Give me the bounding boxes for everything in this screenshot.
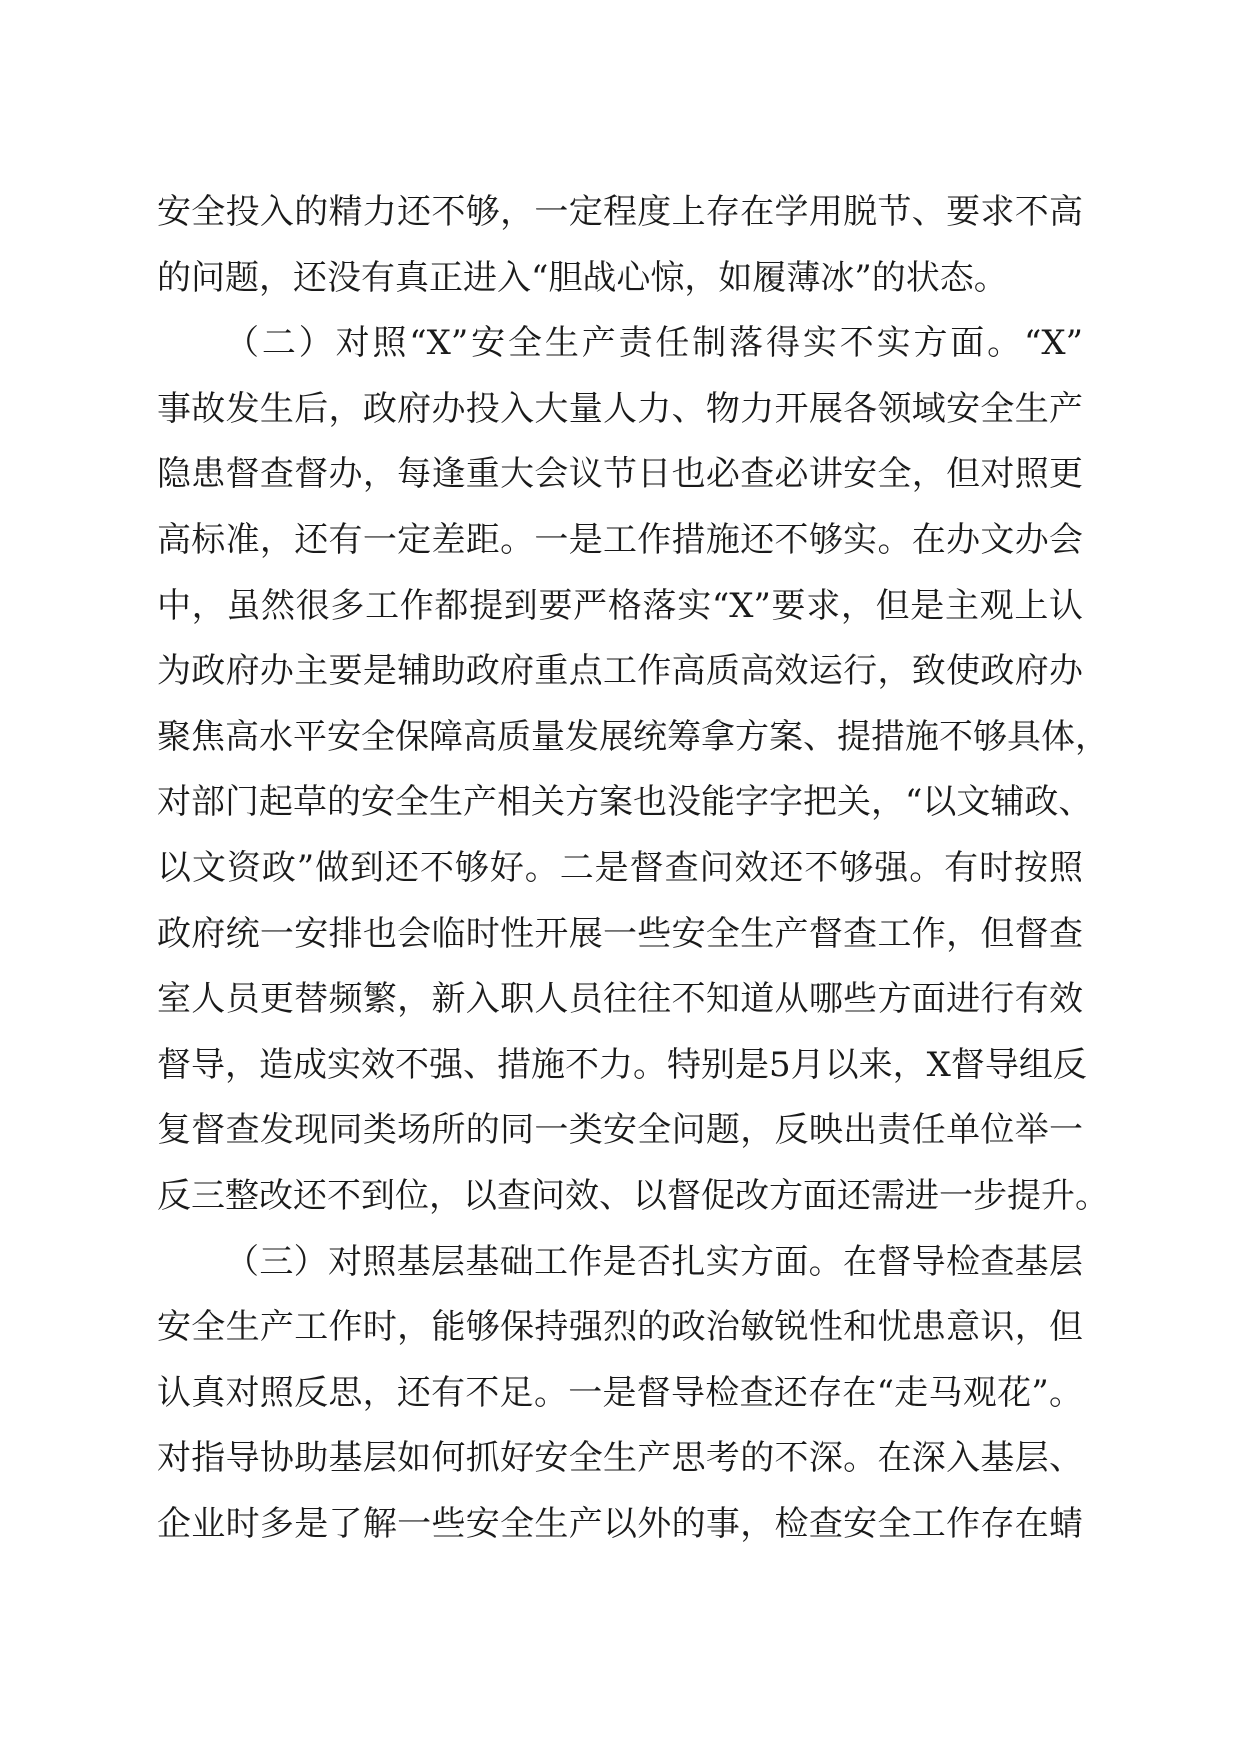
- text-line: 中，虽然很多工作都提到要严格落实“X”要求，但是主观上认: [157, 585, 1083, 626]
- text-line: 认真对照反思，还有不足。一是督导检查还存在“走马观花”。: [157, 1372, 1083, 1413]
- text-line: 为政府办主要是辅助政府重点工作高质高效运行，致使政府办: [157, 651, 1083, 692]
- text-line: 室人员更替频繁，新入职人员往往不知道从哪些方面进行有效: [157, 979, 1083, 1020]
- text-line: 安全投入的精力还不够，一定程度上存在学用脱节、要求不高: [157, 192, 1083, 232]
- text-line: 复督查发现同类场所的同一类安全问题，反映出责任单位举一: [157, 1110, 1083, 1151]
- text-line: 企业时多是了解一些安全生产以外的事，检查安全工作存在蜻: [157, 1503, 1083, 1544]
- text-line: 高标准，还有一定差距。一是工作措施还不够实。在办文办会: [157, 519, 1083, 560]
- text-line: 对指导协助基层如何抓好安全生产思考的不深。在深入基层、: [157, 1438, 1083, 1479]
- text-line: 安全生产工作时，能够保持强烈的政治敏锐性和忧患意识，但: [157, 1307, 1083, 1348]
- text-line: 对部门起草的安全生产相关方案也没能字字把关，“以文辅政、: [157, 782, 1093, 823]
- section-heading-line: （三）对照基层基础工作是否扎实方面。在督导检查基层: [225, 1241, 1083, 1282]
- text-line: 聚焦高水平安全保障高质量发展统筹拿方案、提措施不够具体，: [157, 716, 1109, 757]
- text-line: 的问题，还没有真正进入“胆战心惊，如履薄冰”的状态。: [157, 257, 1008, 298]
- text-line: 督导，造成实效不强、措施不力。特别是5月以来，X督导组反: [157, 1044, 1087, 1085]
- text-line: 以文资政”做到还不够好。二是督查问效还不够强。有时按照: [157, 847, 1083, 888]
- text-line: 反三整改还不到位，以查问效、以督促改方面还需进一步提升。: [157, 1175, 1109, 1216]
- text-line: 隐患督查督办，每逢重大会议节日也必查必讲安全，但对照更: [157, 454, 1083, 495]
- section-heading-line: （二）对照“X”安全生产责任制落得实不实方面。“X”: [225, 323, 1083, 364]
- text-line: 政府统一安排也会临时性开展一些安全生产督查工作，但督查: [157, 913, 1083, 954]
- text-line: 事故发生后，政府办投入大量人力、物力开展各领域安全生产: [157, 388, 1083, 429]
- body-text: [157, 180, 1109, 1557]
